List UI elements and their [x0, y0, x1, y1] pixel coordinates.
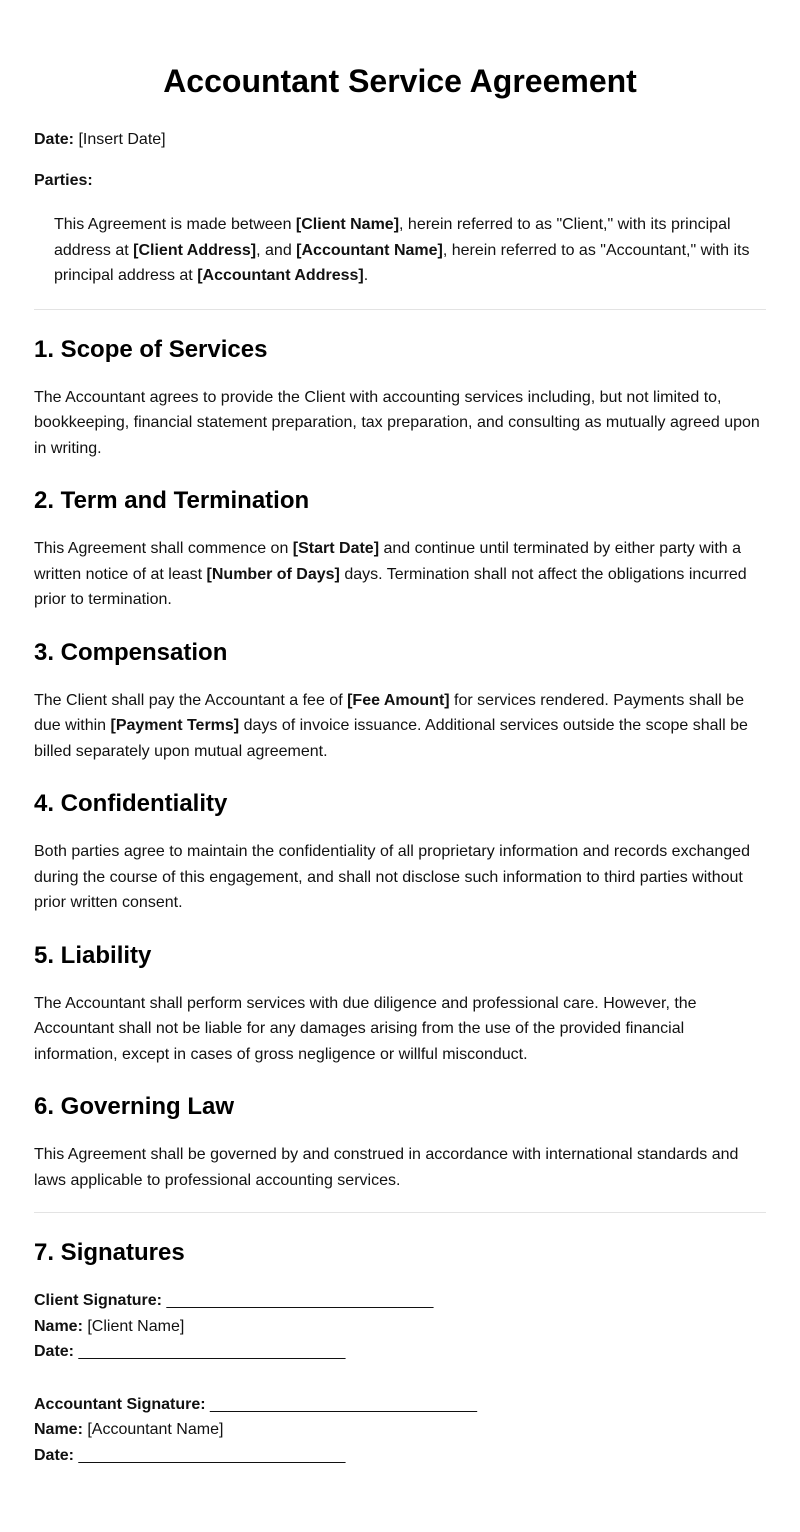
- term-text-2: and continue until terminated by either party with a written notice of at least: [34, 540, 742, 583]
- accountant-name-label: Name:: [34, 1421, 83, 1438]
- section-text-scope: The Accountant agrees to provide the Client with accounting services including, but not limited to, bookkeeping, financial statement preparation, tax preparation, and consulting as mutually agreed upon in writing.: [34, 388, 760, 457]
- section-title-compensation: 3. Compensation: [34, 638, 228, 666]
- accountant-date-line: ______________________________: [78, 1446, 346, 1464]
- section-text-governing-law: This Agreement shall be governed by and construed in accordance with international standards and laws applicable to professional accounting services.: [34, 1146, 739, 1189]
- section-text-confidentiality: Both parties agree to maintain the confidentiality of all proprietary information and records exchanged during the course of this engagement, and shall not disclose such information to third parties without prior written consent.: [34, 843, 750, 911]
- client-name-row: [34, 1314, 766, 1340]
- client-name-value: [Client Name]: [87, 1317, 185, 1335]
- section-text-compensation: [34, 688, 766, 765]
- divider: [34, 1212, 766, 1213]
- parties-heading: [34, 170, 766, 192]
- accountant-signature-block: [34, 1392, 766, 1469]
- section-title-confidentiality: 4. Confidentiality: [34, 790, 228, 817]
- accountant-name-placeholder: [Accountant Name]: [296, 241, 443, 259]
- document-title: Accountant Service Agreement: [163, 63, 637, 99]
- section-text-term: [34, 536, 766, 613]
- accountant-signature-label: Accountant Signature:: [34, 1395, 206, 1413]
- compensation-text-2: for services rendered. Payments shall be due within: [34, 691, 744, 734]
- payment-terms-placeholder: [Payment Terms]: [110, 717, 240, 734]
- parties-paragraph: [54, 212, 764, 289]
- accountant-name-row: [34, 1417, 766, 1443]
- start-date-placeholder: [Start Date]: [292, 540, 380, 557]
- parties-text-5: .: [363, 267, 369, 284]
- section-text-liability: The Accountant shall perform services with due diligence and professional care. However, the Accountant shall not be liable for any damages arising from the use of the provided financial information, except in cases of gross negligence or willful misconduct.: [34, 994, 697, 1063]
- client-signature-line: ______________________________: [166, 1292, 434, 1309]
- client-date-label: Date:: [34, 1343, 75, 1360]
- section-title-liability: 5. Liability: [34, 941, 152, 969]
- accountant-name-value: [Accountant Name]: [87, 1421, 224, 1438]
- fee-amount-placeholder: [Fee Amount]: [347, 691, 450, 709]
- term-text-1: This Agreement shall commence on: [34, 540, 293, 557]
- accountant-date-row: [34, 1443, 766, 1469]
- number-of-days-placeholder: [Number of Days]: [206, 565, 340, 583]
- accountant-signature-line: ______________________________: [210, 1395, 477, 1413]
- client-signature-label: Client Signature:: [34, 1292, 163, 1309]
- section-title-governing-law: 6. Governing Law: [34, 1093, 235, 1120]
- client-name-label: Name:: [34, 1317, 83, 1335]
- client-date-row: [34, 1339, 766, 1365]
- compensation-text-1: The Client shall pay the Accountant a fee of: [34, 691, 348, 709]
- parties-label: Parties:: [34, 172, 93, 189]
- parties-text-3: , and: [256, 241, 297, 259]
- client-address-placeholder: [Client Address]: [133, 241, 257, 259]
- client-signature-row: [34, 1288, 766, 1314]
- client-date-line: ______________________________: [78, 1343, 346, 1360]
- compensation-text-3: days of invoice issuance. Additional services outside the scope shall be billed separately upon mutual agreement.: [34, 717, 748, 760]
- accountant-address-placeholder: [Accountant Address]: [197, 267, 364, 284]
- date-label: Date:: [34, 131, 75, 148]
- accountant-date-label: Date:: [34, 1446, 75, 1464]
- section-title-term: 2. Term and Termination: [34, 487, 310, 514]
- divider: [34, 309, 766, 310]
- date-line: [34, 129, 766, 151]
- accountant-signature-row: [34, 1392, 766, 1418]
- parties-text-1: This Agreement is made between: [54, 216, 296, 233]
- client-name-placeholder: [Client Name]: [295, 216, 400, 233]
- section-title-signatures: 7. Signatures: [34, 1239, 185, 1266]
- parties-text-4: , herein referred to as "Accountant," with its principal address at: [54, 241, 750, 284]
- term-text-3: days. Termination shall not affect the obligations incurred prior to termination.: [34, 565, 747, 608]
- client-signature-block: [34, 1288, 766, 1365]
- parties-text-2: , herein referred to as "Client," with its principal address at: [54, 216, 731, 259]
- date-value: [Insert Date]: [78, 131, 166, 148]
- section-title-scope: 1. Scope of Services: [34, 335, 268, 363]
